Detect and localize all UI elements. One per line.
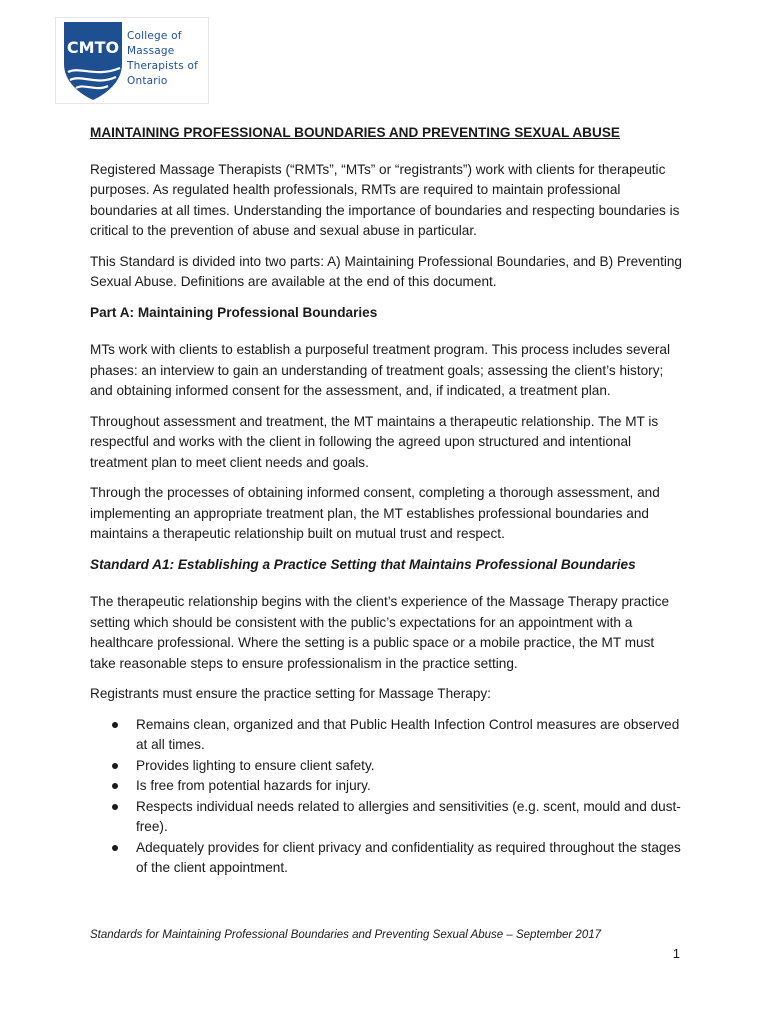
list-item [90,797,682,838]
logo-acronym: CMTO [66,38,120,57]
logo-line: Ontario [127,75,168,87]
intro-paragraph: Registered Massage Therapists (“RMTs”, “MTs” or “registrants”) work with clients for therapeutic purposes. As regulated health professionals, RMTs are required to maintain professional boundaries at all times. Understanding the importance of boundaries and respecting boundaries is critical to the prevention of abuse and sexual abuse in particular. [90,161,680,238]
page-number: 1 [672,946,680,961]
logo-line: Therapists of [127,60,198,72]
standard-a1-paragraph: The therapeutic relationship begins with the client’s experience of the Massage Therapy practice setting which should be consistent with the public’s expectations for an appointment with a healthcare professional. Where the setting is a public space or a mobile practice, the MT must take reasonable steps to ensure professionalism in the practice setting. [90,594,670,671]
part-a-paragraph: MTs work with clients to establish a purposeful treatment program. This process includes several phases: an interview to gain an understanding of treatment goals; assessing the client’s history; and obtaining informed consent for the assessment, and, if indicated, a treatment plan. [90,342,670,398]
list-item-text: Is free from potential hazards for injury. [136,778,371,793]
list-item-text: Adequately provides for client privacy and confidentiality as required throughout the stages of the client appointment. [136,839,681,875]
part-a-heading: Part A: Maintaining Professional Boundaries [90,304,378,320]
intro-paragraph-parts: This Standard is divided into two parts: A) Maintaining Professional Boundaries, and B) Preventing Sexual Abuse. Definitions are available at the end of this document. [90,253,682,289]
logo-line: Massage [127,45,175,57]
part-a-paragraph: Through the processes of obtaining informed consent, completing a thorough assessment, and implementing an appropriate treatment plan, the MT establishes professional boundaries and maintains a therapeutic relationship built on mutual trust and respect. [90,485,660,541]
document-title: MAINTAINING PROFESSIONAL BOUNDARIES AND PREVENTING SEXUAL ABUSE [90,125,620,140]
standard-a1-list-intro: Registrants must ensure the practice setting for Massage Therapy: [90,686,491,701]
list-item [90,756,682,777]
logo-organization-name [127,29,207,89]
bullet-icon [112,804,118,810]
list-item [90,715,682,756]
bullet-icon [112,722,118,728]
list-item-text: Provides lighting to ensure client safety. [136,757,375,773]
document-body [90,123,682,879]
bullet-icon [112,783,118,789]
cmto-shield-icon [60,20,126,102]
bullet-icon [112,845,118,851]
cmto-logo [55,17,209,104]
logo-line: College of [127,30,182,42]
list-item [90,838,682,879]
list-item [90,776,682,797]
list-item-text: Remains clean, organized and that Public Health Infection Control measures are observed at all times. [136,716,680,752]
bullet-icon [112,763,118,769]
practice-setting-list [90,715,682,879]
page-footer: Standards for Maintaining Professional Boundaries and Preventing Sexual Abuse – September 2017 [90,929,602,941]
part-a-paragraph: Throughout assessment and treatment, the MT maintains a therapeutic relationship. The MT is respectful and works with the client in following the agreed upon structured and intentional treatment plan to meet client needs and goals. [90,413,659,470]
list-item-text: Respects individual needs related to allergies and sensitivities (e.g. scent, mould and dust-free). [136,798,681,834]
standard-a1-heading: Standard A1: Establishing a Practice Setting that Maintains Professional Boundaries [90,556,636,572]
